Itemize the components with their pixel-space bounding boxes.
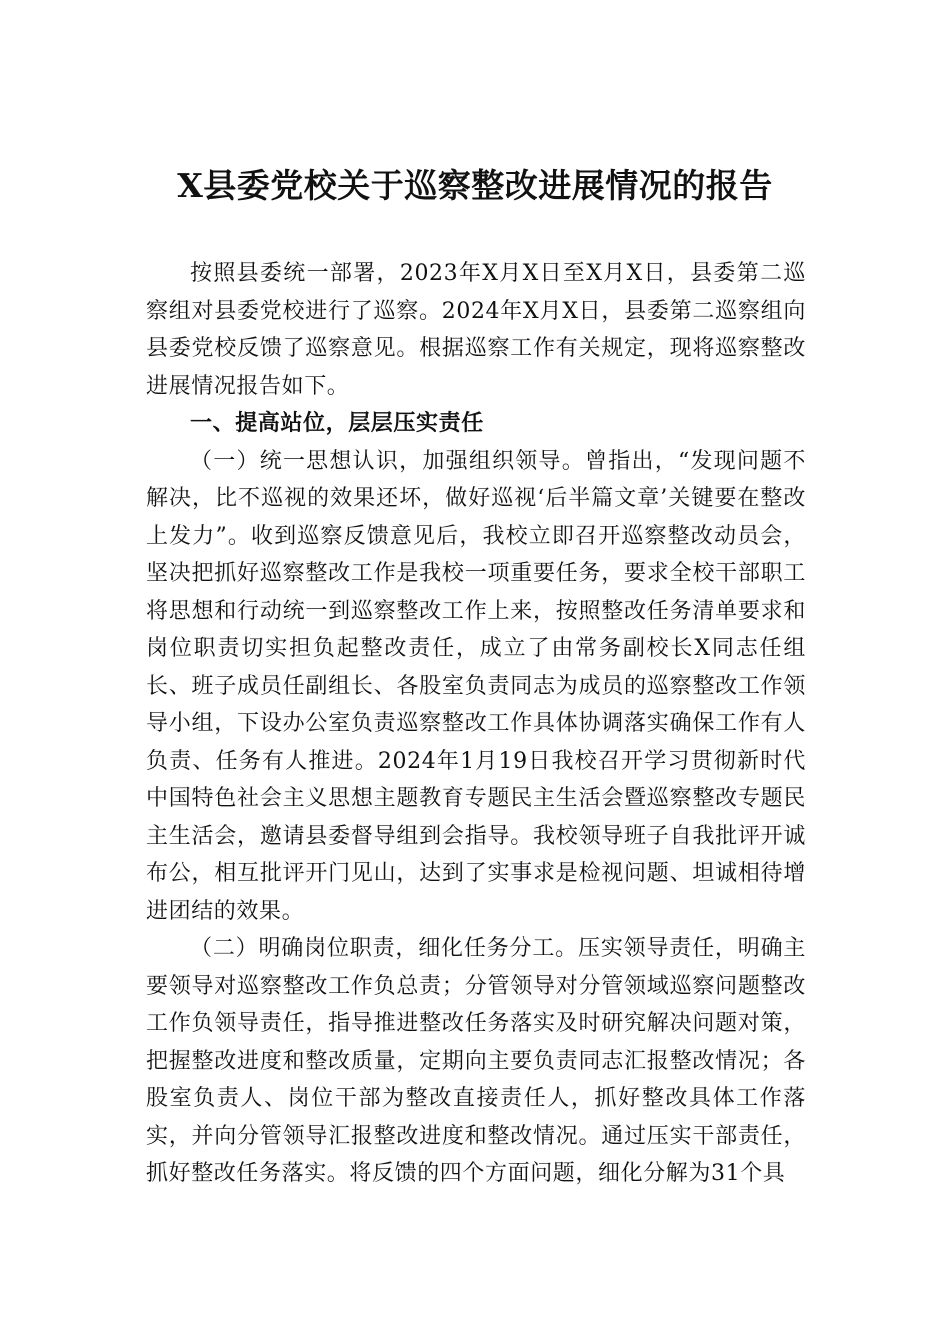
document-title: X县委党校关于巡察整改进展情况的报告 — [177, 166, 773, 205]
document-body — [146, 255, 806, 1193]
section-heading: 一、提高站位，层层压实责任 — [190, 410, 484, 436]
intro-paragraph: 按照县委统一部署，2023年X月X日至X月X日，县委第二巡察组对县委党校进行了巡察。2024年X月X日，县委第二巡察组向县委党校反馈了巡察意见。根据巡察工作有关规定，现将巡察整改进展情况报告如下。 — [146, 261, 806, 399]
section-paragraph: （二）明确岗位职责，细化任务分工。压实领导责任，明确主要领导对巡察整改工作负总责；分管领导对分管领域巡察问题整改工作负领导责任，指导推进整改任务落实及时研究解决问题对策，把握整改进度和整改质量，定期向主要负责同志汇报整改情况；各股室负责人、岗位干部为整改直接责任人，抓好整改具体工作落实，并向分管领导汇报整改进度和整改情况。通过压实干部责任，抓好整改任务落实。将反馈的四个方面问题，细化分解为31个具 — [146, 936, 806, 1186]
section-paragraph: （一）统一思想认识，加强组织领导。曾指出，“发现问题不解决，比不巡视的效果还坏，做好巡视‘后半篇文章’关键要在整改上发力”。收到巡察反馈意见后，我校立即召开巡察整改动员会，坚决把抓好巡察整改工作是我校一项重要任务，要求全校干部职工将思想和行动统一到巡察整改工作上来，按照整改任务清单要求和岗位职责切实担负起整改责任，成立了由常务副校长X同志任组长、班子成员任副组长、各股室负责同志为成员的巡察整改工作领导小组，下设办公室负责巡察整改工作具体协调落实确保工作有人负责、任务有人推进。2024年1月19日我校召开学习贯彻新时代中国特色社会主义思想主题教育专题民主生活会暨巡察整改专题民主生活会，邀请县委督导组到会指导。我校领导班子自我批评开诚布公，相互批评开门见山，达到了实事求是检视问题、坦诚相待增进团结的效果。 — [146, 448, 806, 924]
